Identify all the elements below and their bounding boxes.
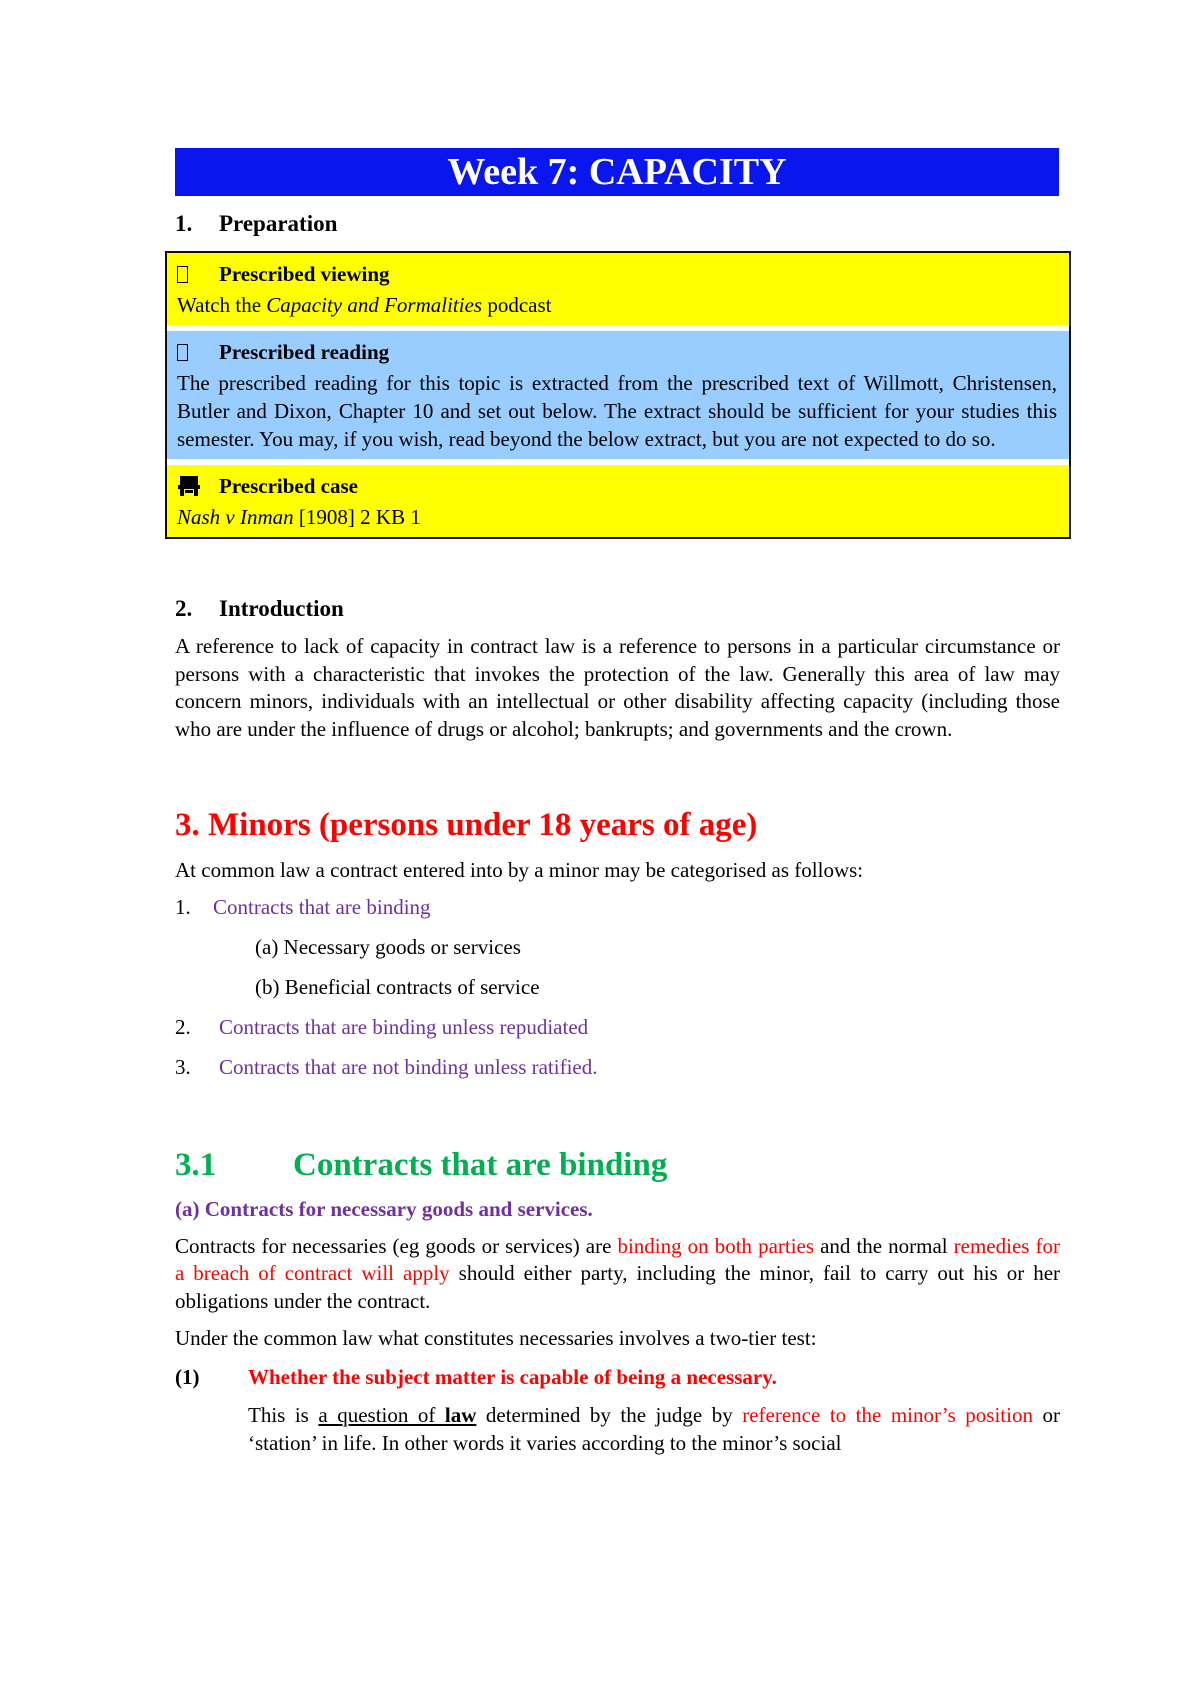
section-title: Preparation: [219, 211, 338, 236]
prescribed-case-heading: Prescribed case: [219, 474, 358, 498]
prescribed-case-text: Nash v Inman [1908] 2 KB 1: [177, 505, 421, 529]
subsection-necessaries-heading: (a) Contracts for necessary goods and services.: [175, 1196, 593, 1221]
section-number: 2.: [175, 596, 193, 621]
section-number: 1.: [175, 211, 193, 236]
prescribed-reading-section: [167, 331, 1069, 459]
test-item-body: This is a question of law determined by the judge by reference to the minor’s position or ‘station’ in life. In other words it varies according to the minor’s social: [248, 1402, 1060, 1455]
box-icon: [177, 344, 219, 361]
section-introduction-heading: [175, 595, 1060, 623]
minors-lead-paragraph: At common law a contract entered into by a minor may be categorised as follows:: [175, 858, 864, 882]
page-title: Week 7: CAPACITY: [175, 148, 1059, 196]
section-number: 3.1: [175, 1146, 217, 1183]
prescribed-case-section: [167, 465, 1069, 537]
section-minors-heading: 3. Minors (persons under 18 years of age): [175, 807, 758, 843]
box-icon: [177, 266, 219, 283]
list-item: 2. Contracts that are binding unless repudiated: [175, 1014, 589, 1039]
prescribed-viewing-text: Watch the Capacity and Formalities podcast: [177, 293, 552, 317]
prescribed-reading-text: The prescribed reading for this topic is extracted from the prescribed text of Willmott, Christensen, Butler and Dixon, Chapter 10 and set out below. The extract should be sufficient for your studies this semester. You may, if you wish, read beyond the below extract, but you are not expected to do so.: [177, 371, 1057, 451]
list-item: 3. Contracts that are not binding unless ratified.: [175, 1054, 598, 1079]
test-item-heading: (1) Whether the subject matter is capable of being a necessary.: [175, 1364, 777, 1389]
prescribed-viewing-section: [167, 253, 1069, 325]
list-item: 1. Contracts that are binding: [175, 894, 431, 919]
gavel-icon: [177, 475, 219, 497]
sub-list-item: (a) Necessary goods or services: [255, 934, 521, 959]
preparation-box: [165, 251, 1071, 539]
section-title: Introduction: [219, 596, 344, 621]
necessaries-paragraph: Contracts for necessaries (eg goods or services) are binding on both parties and the normal remedies for a breach of contract will apply should either party, including the minor, fail to carry out his or her obligations under the contract.: [175, 1233, 1061, 1313]
section-title: Contracts that are binding: [293, 1146, 668, 1183]
section-preparation-heading: [175, 210, 1060, 238]
two-tier-test-paragraph: Under the common law what constitutes necessaries involves a two-tier test:: [175, 1326, 817, 1350]
sub-list-item: (b) Beneficial contracts of service: [255, 974, 540, 999]
prescribed-viewing-heading: Prescribed viewing: [219, 262, 390, 286]
section-binding-heading: [175, 1145, 1060, 1185]
document-content: [175, 148, 1060, 1457]
prescribed-reading-heading: Prescribed reading: [219, 340, 390, 364]
introduction-paragraph: A reference to lack of capacity in contract law is a reference to persons in a particular circumstance or persons with a characteristic that invokes the protection of the law. Generally this area of law may concern minors, individuals with an intellectual or other disability affecting capacity (including those who are under the influence of drugs or alcohol; bankrupts; and governments and the crown.: [175, 634, 1060, 741]
